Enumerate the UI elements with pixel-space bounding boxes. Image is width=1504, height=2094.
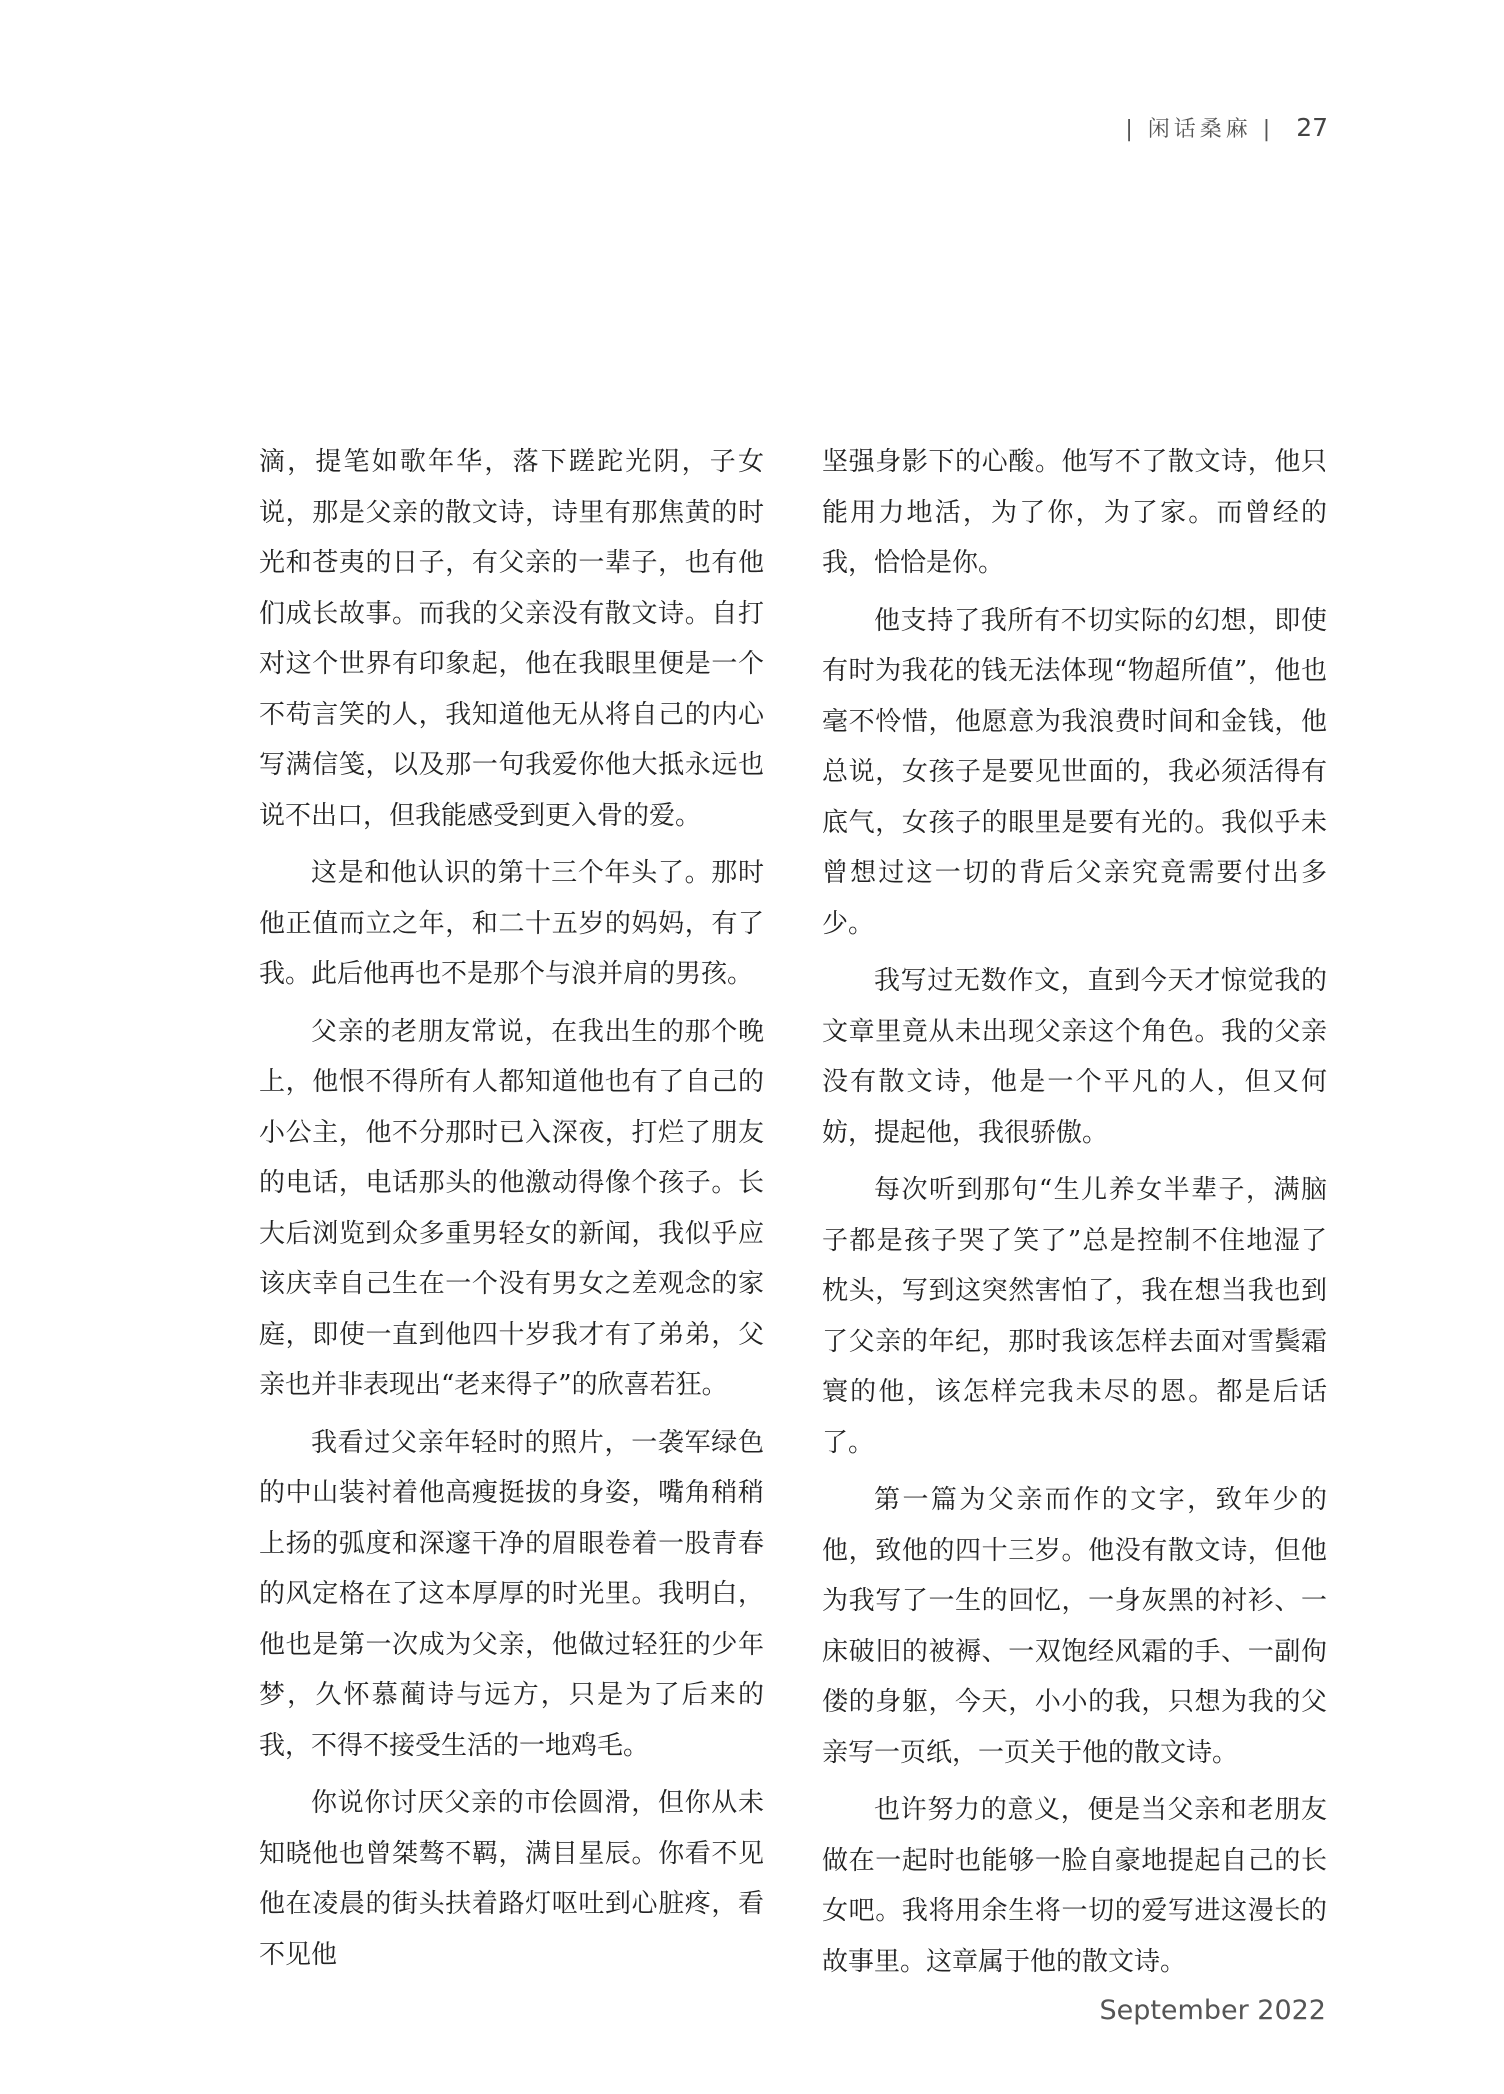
- right-column: [822, 437, 1327, 1987]
- paragraph: 我看过父亲年轻时的照片，一袭军绿色的中山装衬着他高瘦挺拔的身姿，嘴角稍稍上扬的弧度和深邃干净的眉眼卷着一股青春的风定格在了这本厚厚的时光里。我明白，他也是第一次成为父亲，他做过轻狂的少年梦，久怀慕蔺诗与远方，只是为了后来的我，不得不接受生活的一地鸡毛。: [259, 1427, 764, 1761]
- paragraph: 这是和他认识的第十三个年头了。那时他正值而立之年，和二十五岁的妈妈，有了我。此后他再也不是那个与浪并肩的男孩。: [259, 858, 764, 989]
- paragraph: 父亲的老朋友常说，在我出生的那个晚上，他恨不得所有人都知道他也有了自己的小公主，他不分那时已入深夜，打烂了朋友的电话，电话那头的他激动得像个孩子。长大后浏览到众多重男轻女的新闻，我似乎应该庆幸自己生在一个没有男女之差观念的家庭，即使一直到他四十岁我才有了弟弟，父亲也并非表现出“老来得子”的欣喜若狂。: [259, 1016, 764, 1400]
- paragraph: 滴，提笔如歌年华，落下蹉跎光阴，子女说，那是父亲的散文诗，诗里有那焦黄的时光和苍夷的日子，有父亲的一辈子，也有他们成长故事。而我的父亲没有散文诗。自打对这个世界有印象起，他在我眼里便是一个不苟言笑的人，我知道他无从将自己的内心写满信笺，以及那一句我爱你他大抵永远也说不出口，但我能感受到更入骨的爱。: [259, 447, 764, 831]
- page-number: 27: [1296, 113, 1328, 142]
- paragraph: 你说你讨厌父亲的市侩圆滑，但你从未知晓他也曾桀骜不羁，满目星辰。你看不见他在凌晨的街头扶着路灯呕吐到心脏疼，看不见他: [259, 1788, 764, 1970]
- paragraph: 他支持了我所有不切实际的幻想，即使有时为我花的钱无法体现“物超所值”，他也毫不怜惜，他愿意为我浪费时间和金钱，他总说，女孩子是要见世面的，我必须活得有底气，女孩子的眼里是要有光的。我似乎未曾想过这一切的背后父亲究竟需要付出多少。: [822, 605, 1327, 939]
- left-column: [259, 437, 764, 1987]
- paragraph: 也许努力的意义，便是当父亲和老朋友做在一起时也能够一脸自豪地提起自己的长女吧。我将用余生将一切的爱写进这漫长的故事里。这章属于他的散文诗。: [822, 1795, 1327, 1977]
- running-header: [1125, 112, 1328, 143]
- section-name: | 闲话桑麻 |: [1125, 117, 1275, 142]
- paragraph: 坚强身影下的心酸。他写不了散文诗，他只能用力地活，为了你，为了家。而曾经的我，恰恰是你。: [822, 447, 1327, 578]
- paragraph: 我写过无数作文，直到今天才惊觉我的文章里竟从未出现父亲这个角色。我的父亲没有散文诗，他是一个平凡的人，但又何妨，提起他，我很骄傲。: [822, 966, 1327, 1148]
- paragraph: 第一篇为父亲而作的文字，致年少的他，致他的四十三岁。他没有散文诗，但他为我写了一生的回忆，一身灰黑的衬衫、一床破旧的被褥、一双饱经风霜的手、一副佝偻的身躯，今天，小小的我，只想为我的父亲写一页纸，一页关于他的散文诗。: [822, 1485, 1327, 1768]
- paragraph: 每次听到那句“生儿养女半辈子，满脑子都是孩子哭了笑了”总是控制不住地湿了枕头，写到这突然害怕了，我在想当我也到了父亲的年纪，那时我该怎样去面对雪鬓霜寰的他，该怎样完我未尽的恩。都是后话了。: [822, 1175, 1327, 1458]
- issue-date: September 2022: [1099, 1995, 1326, 2026]
- article-body: [259, 437, 1327, 1987]
